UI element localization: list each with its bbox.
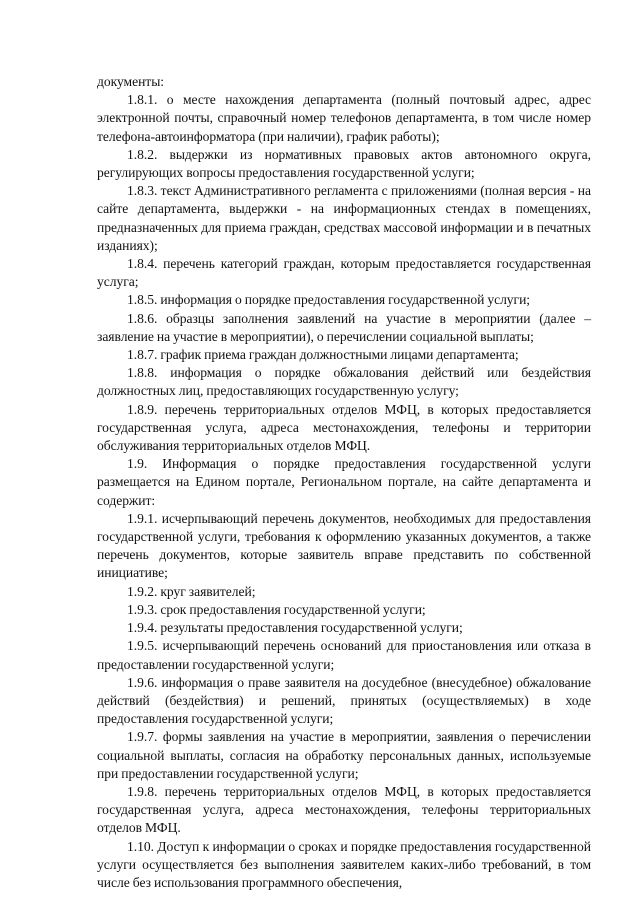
paragraph-1-8-2: 1.8.2. выдержки из нормативных правовых актов автономного округа, регулирующих вопросы предоставления государственной услуги; [97,146,591,181]
paragraph-1-9-1: 1.9.1. исчерпывающий перечень документов, необходимых для предоставления государственной услуги, требования к оформлению указанных документов, а также перечень документов, которые заявитель вправе представить по собственной инициативе; [97,510,591,581]
paragraph-1-9-5: 1.9.5. исчерпывающий перечень оснований для приостановления или отказа в предоставлении государственной услуги; [97,638,591,672]
paragraph-1-8-5: 1.8.5. информация о порядке предоставления государственной услуги; [127,292,531,308]
paragraph-1-9-2: 1.9.2. круг заявителей; [127,583,256,599]
paragraph-1-9: 1.9. Информация о порядке предоставления государственной услуги размещается на Едином портале, Региональном портале, на сайте департамента и содержит: [97,456,591,508]
paragraph-continuation: документы: [97,74,165,89]
paragraph-1-8-3: 1.8.3. текст Административного регламента с приложениями (полная версия - на сайте департамента, выдержки - на информационных стендах в помещениях, предназначенных для приема граждан, средствах массовой информации и в печатных изданиях); [97,183,591,253]
paragraph-1-9-8: 1.9.8. перечень территориальных отделов МФЦ, в которых предоставляется государственная услуга, адреса местонахождения, телефоны территориальных отделов МФЦ. [97,783,591,836]
paragraph-1-9-4: 1.9.4. результаты предоставления государственной услуги; [127,620,463,636]
paragraph-1-10: 1.10. Доступ к информации о сроках и порядке предоставления государственной услуги осуществляется без выполнения заявителем каких-либо требований, в том числе без использования программного обеспечения, [97,838,591,890]
paragraph-1-9-6: 1.9.6. информация о праве заявителя на досудебное (внесудебное) обжалование действий (бездействия) и решений, принятых (осуществляемых) в ходе предоставления государственной услуги; [97,674,591,727]
paragraph-1-9-7: 1.9.7. формы заявления на участие в мероприятии, заявления о перечислении социальной выплаты, согласия на обработку персональных данных, используемые при предоставлении государственной услуги; [97,729,591,781]
paragraph-1-8-9: 1.8.9. перечень территориальных отделов МФЦ, в которых предоставляется государственная услуга, адреса местонахождения, телефоны и территории обслуживания территориальных отделов МФЦ. [97,401,591,454]
paragraph-1-8-7: 1.8.7. график приема граждан должностными лицами департамента; [127,347,519,363]
paragraph-1-8-4: 1.8.4. перечень категорий граждан, которым предоставляется государственная услуга; [97,256,591,290]
paragraph-1-8-6: 1.8.6. образцы заполнения заявлений на участие в мероприятии (далее – заявление на участие в мероприятии), о перечислении социальной выплаты; [97,310,591,344]
paragraph-1-8-8: 1.8.8. информация о порядке обжалования действий или бездействия должностных лиц, предоставляющих государственную услугу; [97,365,591,399]
paragraph-1-9-3: 1.9.3. срок предоставления государственной услуги; [127,601,426,617]
paragraph-1-8-1: 1.8.1. о месте нахождения департамента (полный почтовый адрес, адрес электронной почты, справочный номер телефонов департамента, в том числе номер телефона-автоинформатора (при наличии), график работы); [97,92,591,144]
